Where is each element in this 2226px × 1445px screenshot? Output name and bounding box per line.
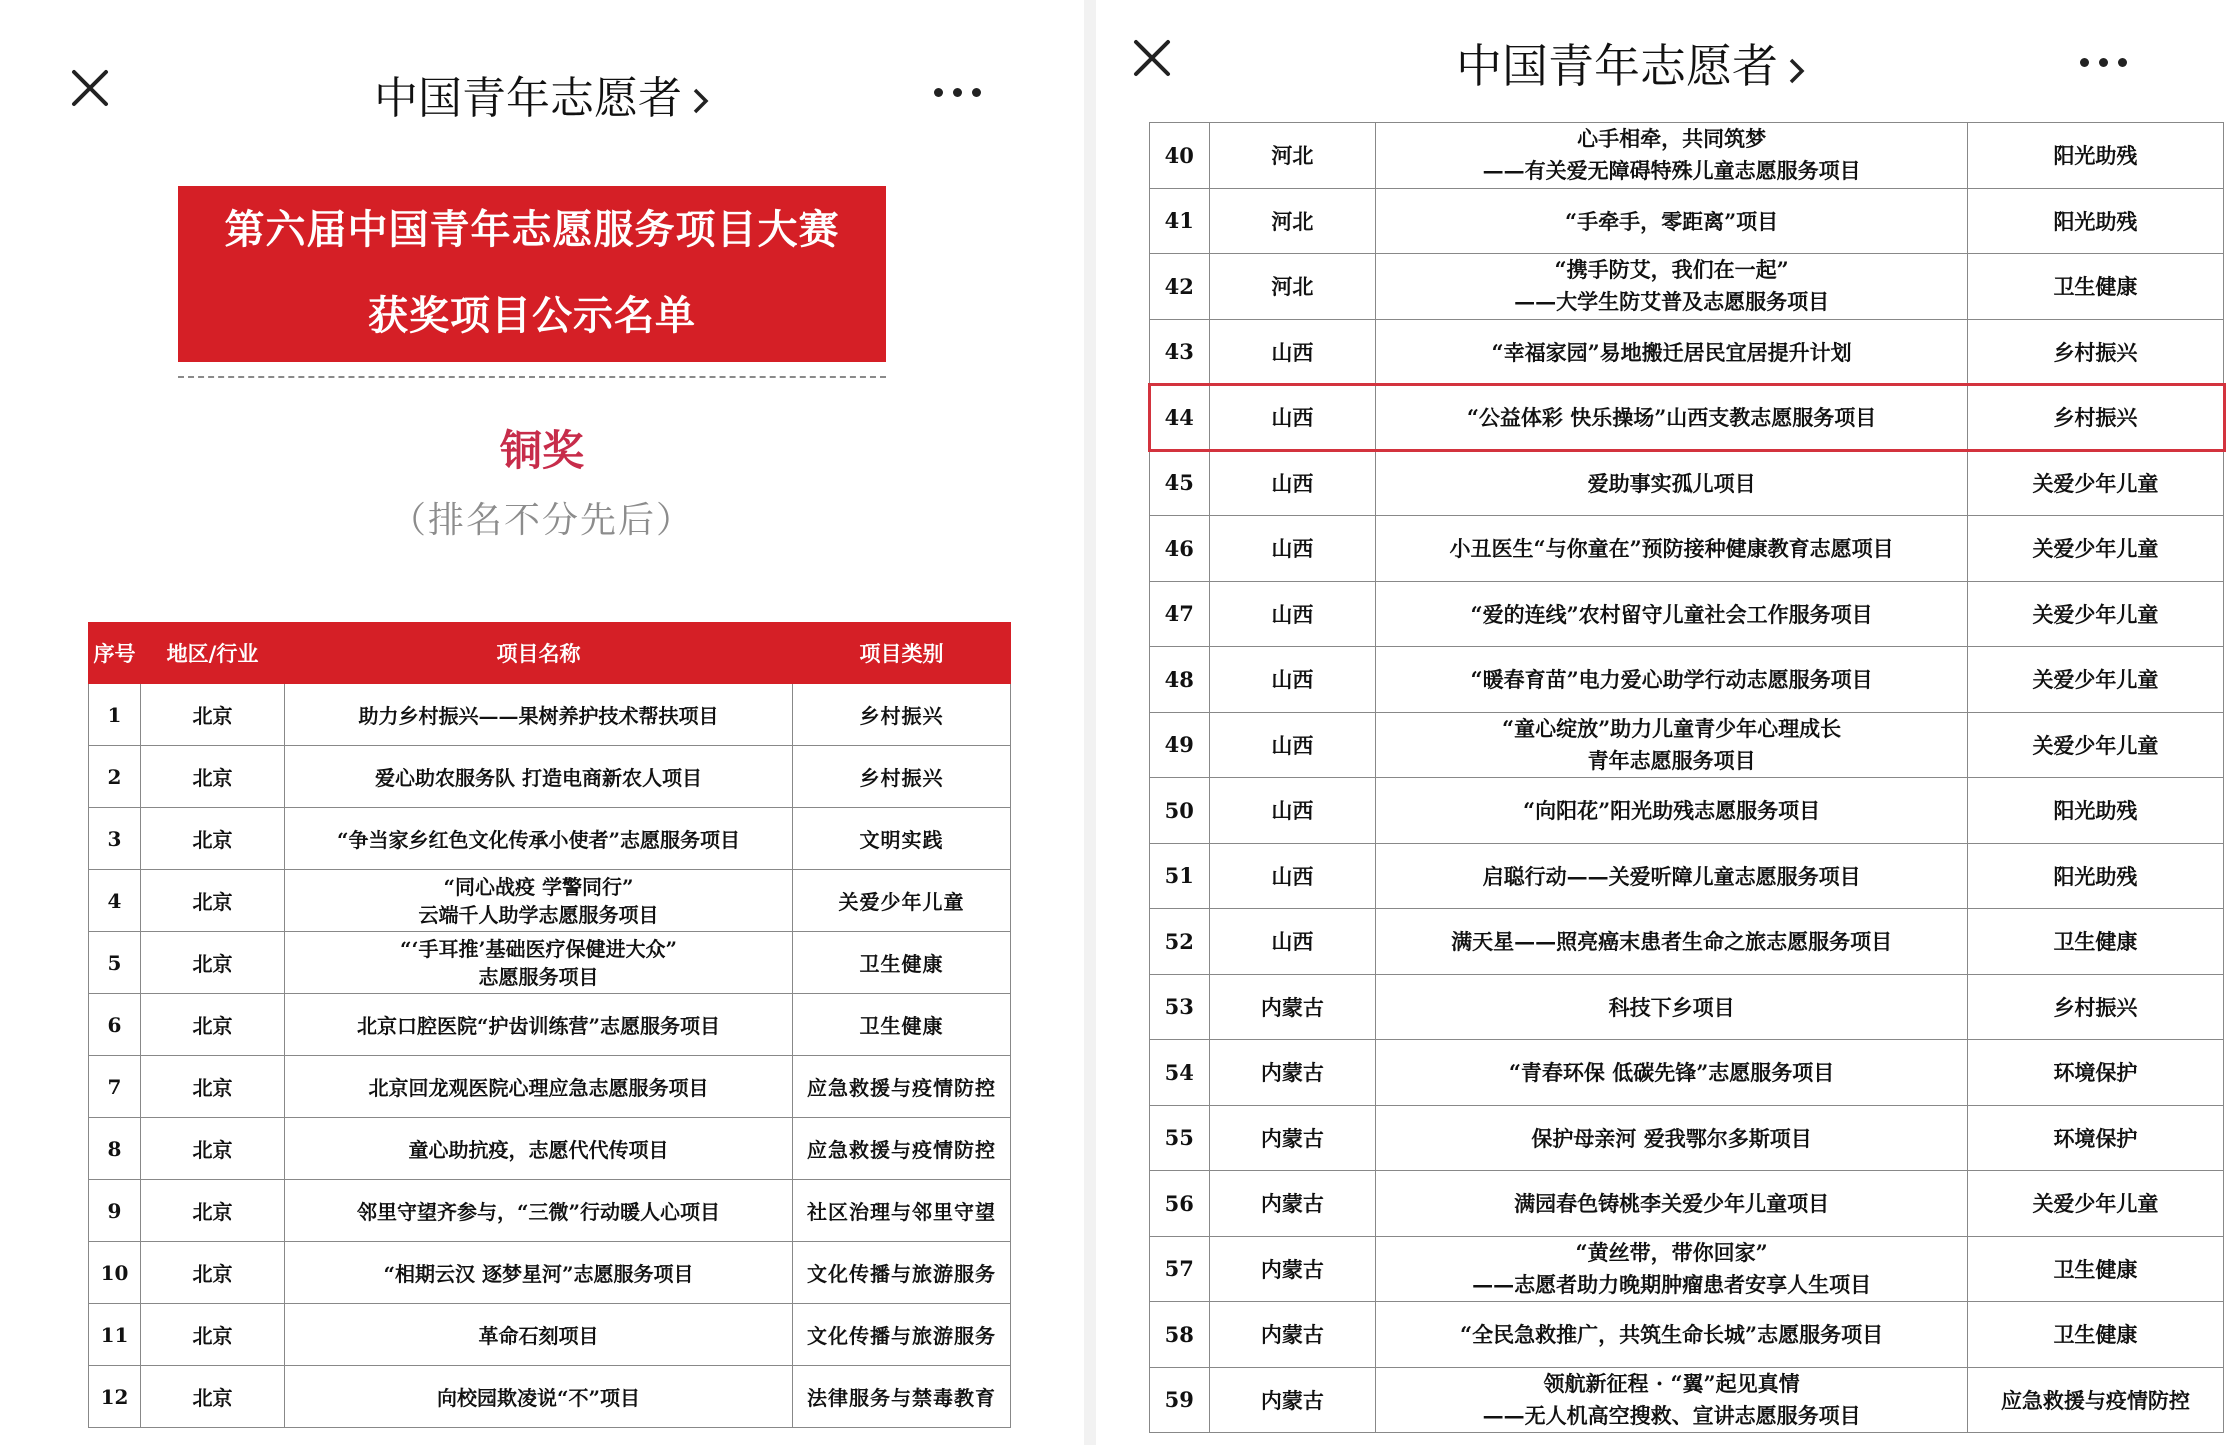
row-region: 山西 [1209, 712, 1376, 778]
row-category: 乡村振兴 [1967, 385, 2223, 451]
table-row [89, 808, 1011, 870]
header-name: 项目名称 [285, 623, 793, 684]
row-region: 山西 [1209, 843, 1376, 909]
table-row [1150, 909, 2224, 975]
row-category: 应急救援与疫情防控 [793, 1056, 1011, 1118]
project-name-line-1: “同心战疫 学警同行” [443, 874, 634, 899]
row-number: 54 [1150, 1040, 1210, 1106]
row-category: 乡村振兴 [793, 684, 1011, 746]
row-project-name: “青春环保 低碳先锋”志愿服务项目 [1376, 1040, 1968, 1106]
row-category: 文化传播与旅游服务 [793, 1304, 1011, 1366]
row-project-name [1376, 254, 1968, 320]
row-number: 56 [1150, 1171, 1210, 1237]
right-nav-bar [1096, 0, 2166, 125]
table-row [1150, 647, 2224, 713]
table-row [89, 1366, 1011, 1428]
row-category: 应急救援与疫情防控 [793, 1118, 1011, 1180]
project-name-line-2: ——大学生防艾普及志愿服务项目 [1514, 289, 1830, 315]
header-no: 序号 [89, 623, 141, 684]
table-row [1150, 843, 2224, 909]
row-project-name: 助力乡村振兴——果树养护技术帮扶项目 [285, 684, 793, 746]
row-number: 58 [1150, 1302, 1210, 1368]
more-options-icon[interactable] [2080, 52, 2137, 71]
row-category: 环境保护 [1967, 1105, 2223, 1171]
table-row [1150, 1302, 2224, 1368]
row-project-name: “相期云汉 逐梦星河”志愿服务项目 [285, 1242, 793, 1304]
table-row [1150, 974, 2224, 1040]
row-region: 北京 [141, 1242, 285, 1304]
row-category: 关爱少年儿童 [1967, 1171, 2223, 1237]
table-row [89, 1180, 1011, 1242]
row-number: 6 [89, 994, 141, 1056]
row-project-name: “全民急救推广，共筑生命长城”志愿服务项目 [1376, 1302, 1968, 1368]
row-number: 5 [89, 932, 141, 994]
row-category: 社区治理与邻里守望 [793, 1180, 1011, 1242]
row-project-name: 启聪行动——关爱听障儿童志愿服务项目 [1376, 843, 1968, 909]
row-project-name: 童心助抗疫，志愿代代传项目 [285, 1118, 793, 1180]
row-project-name: “争当家乡红色文化传承小使者”志愿服务项目 [285, 808, 793, 870]
project-name-line-1: “‘手耳推’基础医疗保健进大众” [400, 936, 677, 961]
header-region: 地区/行业 [141, 623, 285, 684]
row-number: 44 [1150, 385, 1210, 451]
row-region: 河北 [1209, 123, 1376, 189]
row-region: 内蒙古 [1209, 1236, 1376, 1302]
table-row [89, 932, 1011, 994]
title-banner [178, 186, 886, 362]
row-category: 关爱少年儿童 [1967, 647, 2223, 713]
row-region: 北京 [141, 1366, 285, 1428]
row-project-name: “暖春育苗”电力爱心助学行动志愿服务项目 [1376, 647, 1968, 713]
row-number: 7 [89, 1056, 141, 1118]
row-project-name [1376, 123, 1968, 189]
row-number: 40 [1150, 123, 1210, 189]
row-category: 关爱少年儿童 [1967, 581, 2223, 647]
table-row [1150, 254, 2224, 320]
row-project-name [1376, 1367, 1968, 1433]
table-row [1150, 450, 2224, 516]
row-category: 卫生健康 [1967, 909, 2223, 975]
row-region: 北京 [141, 808, 285, 870]
row-project-name: 向校园欺凌说“不”项目 [285, 1366, 793, 1428]
row-project-name: 满天星——照亮癌末患者生命之旅志愿服务项目 [1376, 909, 1968, 975]
project-name-line-1: 领航新征程 · “翼”起见真情 [1543, 1370, 1800, 1396]
row-project-name: 爱助事实孤儿项目 [1376, 450, 1968, 516]
more-options-icon[interactable] [934, 82, 991, 101]
row-region: 北京 [141, 932, 285, 994]
row-project-name: “手牵手，零距离”项目 [1376, 188, 1968, 254]
table-row [1150, 1367, 2224, 1433]
row-region: 山西 [1209, 516, 1376, 582]
row-project-name [285, 932, 793, 994]
row-project-name: 爱心助农服务队 打造电商新农人项目 [285, 746, 793, 808]
row-region: 山西 [1209, 647, 1376, 713]
chevron-right-icon [1788, 43, 1806, 97]
awards-table-continued [1149, 122, 2224, 1433]
account-name[interactable]: 中国青年志愿者 [1456, 39, 1778, 93]
row-category: 环境保护 [1967, 1040, 2223, 1106]
table-row [1150, 1105, 2224, 1171]
project-name-line-1: “黄丝带，带你回家” [1575, 1239, 1768, 1265]
table-row [89, 1118, 1011, 1180]
row-number: 1 [89, 684, 141, 746]
row-region: 北京 [141, 684, 285, 746]
row-category: 关爱少年儿童 [1967, 450, 2223, 516]
right-nav-title[interactable] [1096, 30, 2166, 97]
row-number: 11 [89, 1304, 141, 1366]
table-row [1150, 516, 2224, 582]
row-project-name: 科技下乡项目 [1376, 974, 1968, 1040]
row-number: 43 [1150, 319, 1210, 385]
row-region: 北京 [141, 1056, 285, 1118]
table-row [1150, 712, 2224, 778]
project-name-line-2: 青年志愿服务项目 [1587, 747, 1756, 773]
row-number: 52 [1150, 909, 1210, 975]
table-row [89, 684, 1011, 746]
table-row [1150, 188, 2224, 254]
banner-line-2: 获奖项目公示名单 [368, 293, 696, 339]
row-project-name [1376, 712, 1968, 778]
row-number: 53 [1150, 974, 1210, 1040]
table-row [89, 870, 1011, 932]
banner-line-1: 第六届中国青年志愿服务项目大赛 [224, 207, 840, 253]
table-row [89, 1304, 1011, 1366]
row-number: 46 [1150, 516, 1210, 582]
row-number: 59 [1150, 1367, 1210, 1433]
row-number: 9 [89, 1180, 141, 1242]
row-project-name: “向阳花”阳光助残志愿服务项目 [1376, 778, 1968, 844]
table-row [1150, 778, 2224, 844]
row-category: 阳光助残 [1967, 188, 2223, 254]
project-name-line-2: ——志愿者助力晚期肿瘤患者安享人生项目 [1472, 1271, 1872, 1297]
row-project-name: 保护母亲河 爱我鄂尔多斯项目 [1376, 1105, 1968, 1171]
row-region: 山西 [1209, 581, 1376, 647]
row-region: 北京 [141, 870, 285, 932]
row-project-name: “公益体彩 快乐操场”山西支教志愿服务项目 [1376, 385, 1968, 451]
table-row-highlighted [1150, 385, 2224, 451]
row-project-name: 北京回龙观医院心理应急志愿服务项目 [285, 1056, 793, 1118]
chevron-right-icon [692, 76, 710, 127]
row-region: 内蒙古 [1209, 1367, 1376, 1433]
left-screenshot-panel [0, 0, 1084, 1445]
row-category: 乡村振兴 [1967, 974, 2223, 1040]
row-region: 山西 [1209, 450, 1376, 516]
table-row [1150, 123, 2224, 189]
row-region: 北京 [141, 994, 285, 1056]
row-number: 57 [1150, 1236, 1210, 1302]
row-number: 49 [1150, 712, 1210, 778]
row-number: 48 [1150, 647, 1210, 713]
row-number: 2 [89, 746, 141, 808]
header-category: 项目类别 [793, 623, 1011, 684]
row-project-name: “幸福家园”易地搬迁居民宜居提升计划 [1376, 319, 1968, 385]
row-category: 法律服务与禁毒教育 [793, 1366, 1011, 1428]
row-category: 阳光助残 [1967, 123, 2223, 189]
row-category: 阳光助残 [1967, 778, 2223, 844]
project-name-line-2: ——有关爱无障碍特殊儿童志愿服务项目 [1482, 158, 1861, 184]
table-row [1150, 1040, 2224, 1106]
row-region: 内蒙古 [1209, 1171, 1376, 1237]
row-number: 3 [89, 808, 141, 870]
row-category: 关爱少年儿童 [1967, 712, 2223, 778]
row-region: 内蒙古 [1209, 974, 1376, 1040]
row-project-name: 邻里守望齐参与，“三微”行动暖人心项目 [285, 1180, 793, 1242]
row-project-name: 满园春色铸桃李关爱少年儿童项目 [1376, 1171, 1968, 1237]
awards-table [88, 622, 1011, 1428]
row-project-name [285, 870, 793, 932]
row-region: 内蒙古 [1209, 1302, 1376, 1368]
row-region: 河北 [1209, 188, 1376, 254]
table-row [89, 994, 1011, 1056]
row-category: 阳光助残 [1967, 843, 2223, 909]
row-region: 北京 [141, 1118, 285, 1180]
row-category: 关爱少年儿童 [793, 870, 1011, 932]
row-region: 北京 [141, 1304, 285, 1366]
project-name-line-1: “童心绽放”助力儿童青少年心理成长 [1501, 715, 1842, 741]
row-category: 卫生健康 [1967, 1302, 2223, 1368]
table-row [1150, 1236, 2224, 1302]
row-region: 内蒙古 [1209, 1105, 1376, 1171]
left-nav-title[interactable] [0, 62, 1084, 127]
project-name-line-2: 志愿服务项目 [478, 964, 599, 989]
row-category: 应急救援与疫情防控 [1967, 1367, 2223, 1433]
row-category: 关爱少年儿童 [1967, 516, 2223, 582]
project-name-line-1: 心手相牵，共同筑梦 [1577, 126, 1767, 152]
award-level-heading: 铜奖 [499, 426, 584, 475]
row-project-name: “爱的连线”农村留守儿童社会工作服务项目 [1376, 581, 1968, 647]
table-row [89, 746, 1011, 808]
row-region: 山西 [1209, 778, 1376, 844]
row-number: 41 [1150, 188, 1210, 254]
dashed-divider [178, 376, 886, 378]
row-region: 北京 [141, 746, 285, 808]
project-name-line-2: 云端千人助学志愿服务项目 [418, 902, 659, 927]
row-region: 山西 [1209, 385, 1376, 451]
row-number: 8 [89, 1118, 141, 1180]
row-number: 50 [1150, 778, 1210, 844]
row-project-name: 革命石刻项目 [285, 1304, 793, 1366]
account-name[interactable]: 中国青年志愿者 [374, 73, 682, 124]
row-project-name [1376, 1236, 1968, 1302]
row-region: 内蒙古 [1209, 1040, 1376, 1106]
row-project-name: 北京口腔医院“护齿训练营”志愿服务项目 [285, 994, 793, 1056]
row-number: 51 [1150, 843, 1210, 909]
panel-divider [1084, 0, 1096, 1445]
row-number: 4 [89, 870, 141, 932]
left-nav-bar [0, 0, 1084, 125]
row-number: 55 [1150, 1105, 1210, 1171]
table-row [89, 1242, 1011, 1304]
row-category: 文化传播与旅游服务 [793, 1242, 1011, 1304]
project-name-line-1: “携手防艾，我们在一起” [1554, 257, 1789, 283]
row-number: 45 [1150, 450, 1210, 516]
table-row [1150, 319, 2224, 385]
row-category: 卫生健康 [1967, 254, 2223, 320]
table-row [89, 1056, 1011, 1118]
row-project-name: 小丑医生“与你童在”预防接种健康教育志愿项目 [1376, 516, 1968, 582]
row-category: 乡村振兴 [1967, 319, 2223, 385]
right-screenshot-panel [1096, 0, 2190, 1445]
table-header-row [89, 623, 1011, 684]
row-region: 河北 [1209, 254, 1376, 320]
row-number: 12 [89, 1366, 141, 1428]
row-region: 山西 [1209, 319, 1376, 385]
row-number: 10 [89, 1242, 141, 1304]
project-name-line-2: ——无人机高空搜救、宣讲志愿服务项目 [1482, 1402, 1861, 1428]
row-number: 47 [1150, 581, 1210, 647]
table-row [1150, 581, 2224, 647]
row-category: 文明实践 [793, 808, 1011, 870]
row-category: 乡村振兴 [793, 746, 1011, 808]
ranking-note: （排名不分先后） [389, 500, 694, 541]
row-category: 卫生健康 [793, 932, 1011, 994]
table-row [1150, 1171, 2224, 1237]
row-category: 卫生健康 [1967, 1236, 2223, 1302]
row-region: 北京 [141, 1180, 285, 1242]
row-category: 卫生健康 [793, 994, 1011, 1056]
row-region: 山西 [1209, 909, 1376, 975]
row-number: 42 [1150, 254, 1210, 320]
